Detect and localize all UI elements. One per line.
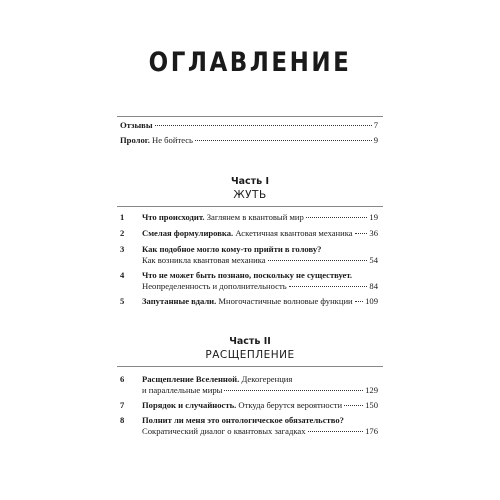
dot-leader	[195, 140, 372, 141]
page-number: 176	[365, 426, 378, 436]
dot-leader	[155, 125, 372, 126]
page-number: 36	[369, 228, 378, 238]
dot-leader	[308, 431, 364, 432]
dot-leader	[344, 405, 363, 406]
dot-leader	[355, 233, 368, 234]
part-heading-2: Часть II РАСЩЕПЛЕНИЕ	[205, 336, 295, 361]
dot-leader	[268, 260, 368, 261]
part-divider	[117, 366, 383, 367]
page-number: 150	[365, 400, 378, 410]
dot-leader	[289, 286, 368, 287]
page-number: 54	[369, 255, 378, 265]
part-divider	[117, 206, 383, 207]
dot-leader	[224, 390, 363, 391]
dot-leader	[355, 301, 363, 302]
page-number: 84	[369, 281, 378, 291]
page-number: 7	[373, 120, 378, 130]
page-number: 129	[365, 385, 378, 395]
page-number: 9	[373, 135, 378, 145]
page-number: 19	[369, 212, 378, 222]
dot-leader	[306, 217, 368, 218]
page-title: ОГЛАВЛЕНИЕ	[148, 48, 352, 78]
page-number: 109	[365, 296, 378, 306]
top-divider	[117, 116, 383, 117]
toc-entry-prologue[interactable]: Пролог. Не бойтесь 9	[120, 135, 378, 145]
part-heading-1: Часть I ЖУТЬ	[230, 176, 270, 201]
toc-entry-reviews[interactable]: Отзывы 7	[120, 120, 378, 130]
toc-page: ОГЛАВЛЕНИЕ Отзывы 7 Пролог. Не бойтесь 9 Часть I ЖУТЬ 1 Что происходит. Заглянем в квантовый мир 19 2 Смелая формулировка. Аскетичная квантовая механика 36 3 Как подобное могло кому-то прийти в голову? Как возникла квантовая механика 54 4 Что не может быть познано, поскольку не существует. Неопределенность и дополнительность 84 5 Запутанные вдали. Многочастичные волновые функции 109 Часть II РАСЩЕПЛЕНИЕ 6 Расщепление Вселенной. Декогеренция и параллельные миры 129 7 Порядок и случайность. Откуда берутся вероятности 150 8 Полнит ли меня это онтологическое обязательство? Сократический диалог о квантовых загадках 176	[0, 0, 500, 500]
